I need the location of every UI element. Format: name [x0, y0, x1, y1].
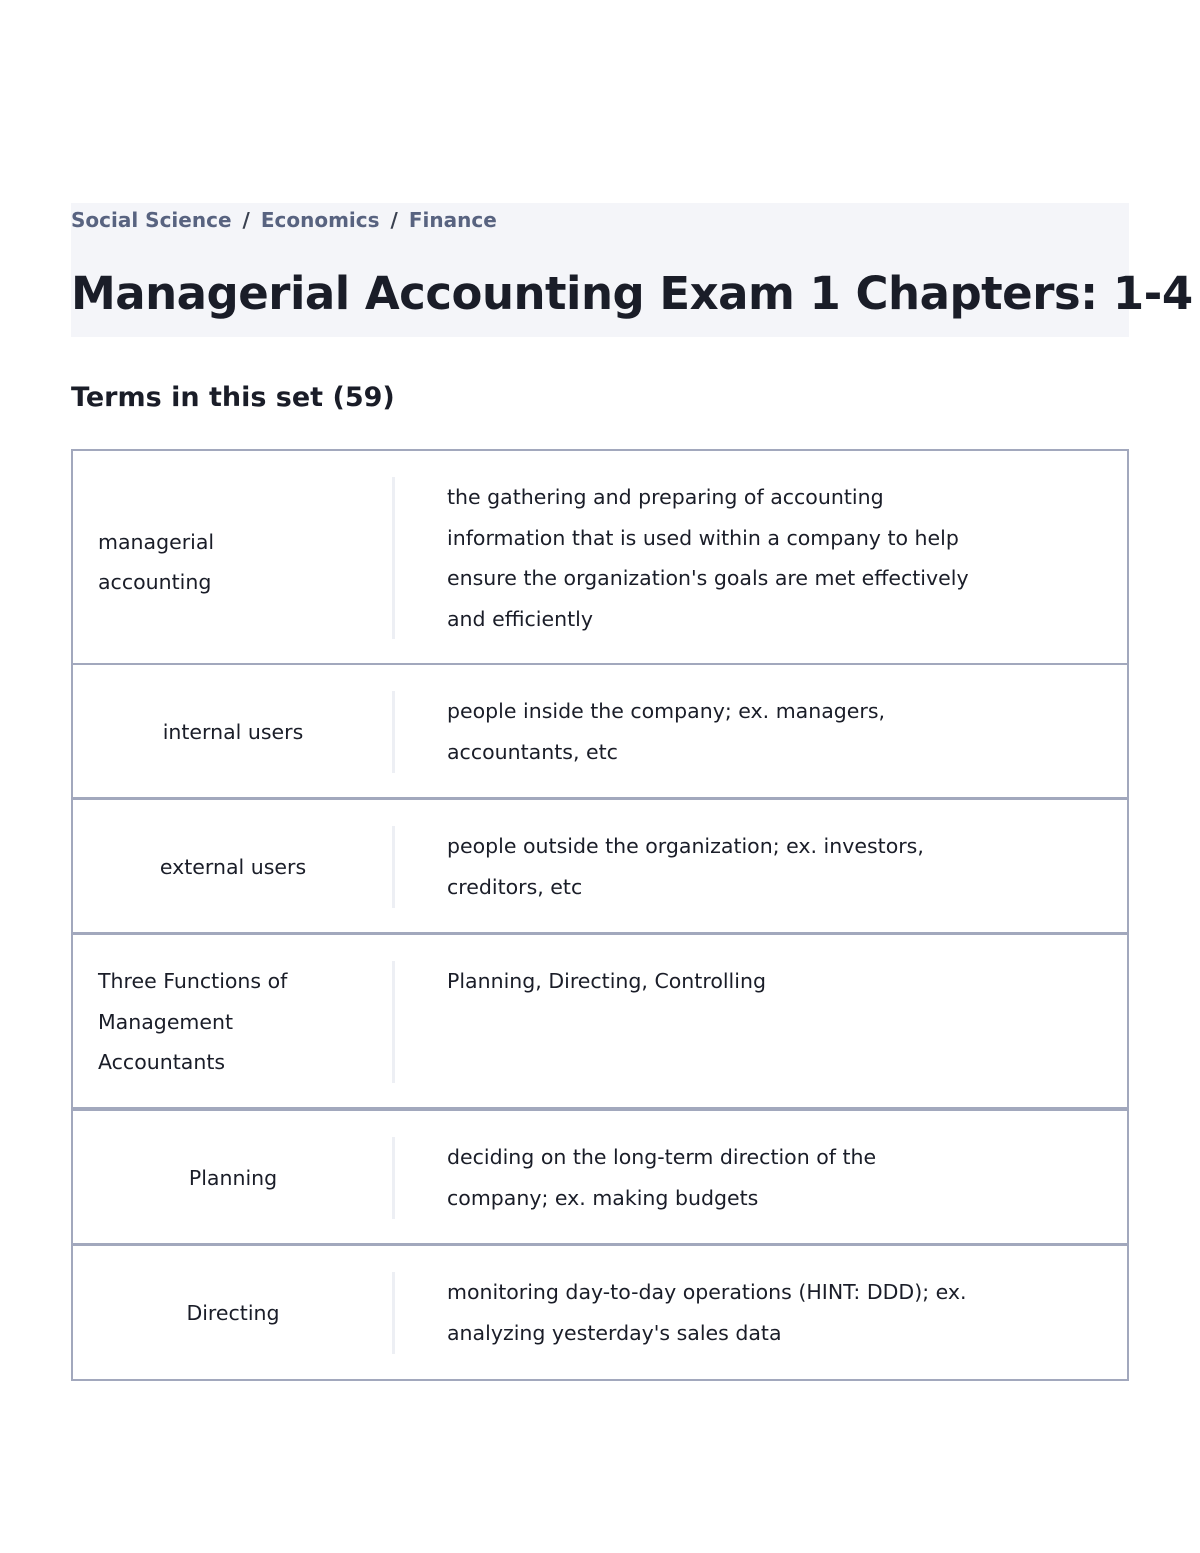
card-divider	[392, 691, 395, 773]
definition-text: the gathering and preparing of accounting information that is used within a company to help ensure the organization's goals are met effectively and efficiently	[447, 485, 969, 631]
breadcrumb-item-social-science[interactable]: Social Science	[71, 208, 232, 232]
card-divider	[392, 961, 395, 1083]
breadcrumb-separator: /	[242, 208, 250, 232]
term-card	[71, 1244, 1129, 1381]
term-text: Three Functions of Management Accountants	[98, 969, 288, 1074]
term-text: external users	[159, 854, 307, 879]
definition-text: people inside the company; ex. managers, accountants, etc	[447, 699, 886, 764]
term-text: managerial accounting	[98, 529, 215, 594]
card-divider	[392, 477, 395, 639]
definition-text: people outside the organization; ex. investors, creditors, etc	[447, 834, 924, 899]
definition-text: monitoring day-to-day operations (HINT: DDD); ex. analyzing yesterday's sales data	[447, 1280, 967, 1345]
term-card	[71, 449, 1129, 666]
term-card	[71, 933, 1129, 1109]
term-text: Directing	[186, 1300, 280, 1325]
card-divider	[392, 1272, 395, 1354]
term-card	[71, 798, 1129, 934]
term-card	[71, 663, 1129, 799]
card-divider	[392, 826, 395, 908]
term-text: internal users	[162, 719, 304, 744]
breadcrumb-separator: /	[390, 208, 398, 232]
breadcrumb	[71, 206, 497, 234]
definition-text: deciding on the long-term direction of the company; ex. making budgets	[447, 1145, 877, 1210]
terms-heading: Terms in this set (59)	[71, 382, 395, 413]
card-divider	[392, 1137, 395, 1219]
page-title: Managerial Accounting Exam 1 Chapters: 1-4	[71, 267, 1193, 320]
term-card	[71, 1109, 1129, 1245]
breadcrumb-item-finance[interactable]: Finance	[408, 208, 497, 232]
breadcrumb-item-economics[interactable]: Economics	[260, 208, 380, 232]
definition-text: Planning, Directing, Controlling	[447, 969, 766, 993]
term-text: Planning	[188, 1165, 278, 1190]
